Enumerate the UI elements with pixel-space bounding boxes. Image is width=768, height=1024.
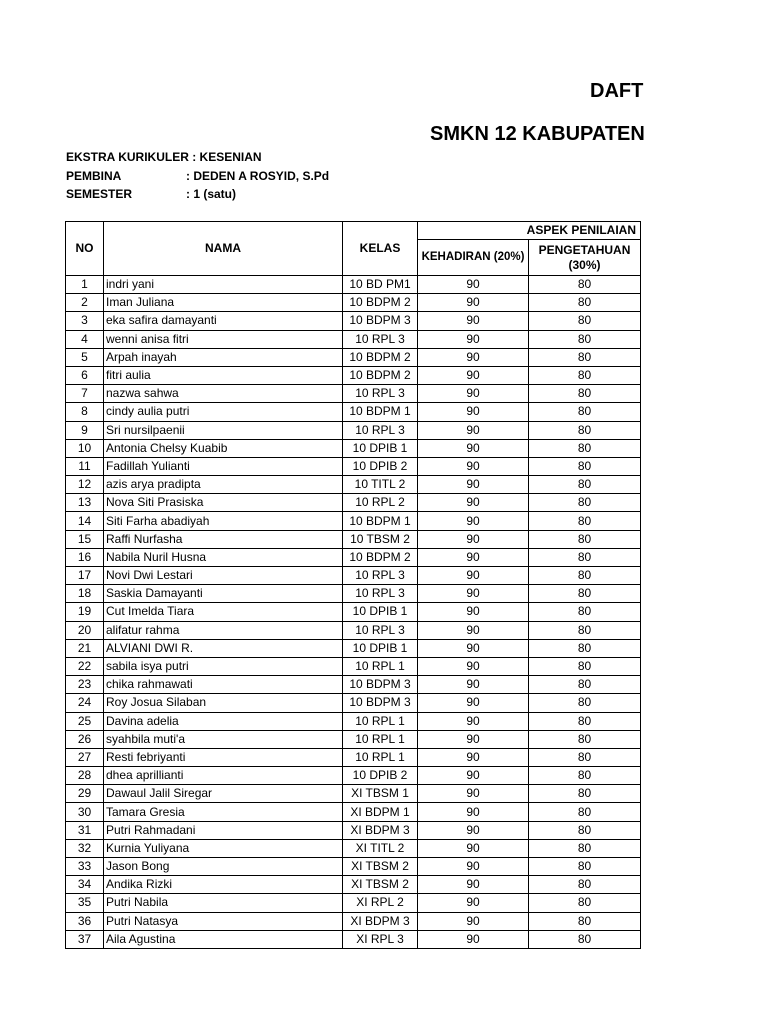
cell-nama: Sri nursilpaenii (104, 421, 343, 439)
table-row (66, 821, 641, 839)
cell-pengetahuan: 80 (529, 912, 641, 930)
meta-pembina-label: PEMBINA (66, 169, 122, 183)
cell-kelas: 10 RPL 1 (343, 657, 418, 675)
table-row (66, 548, 641, 566)
cell-kelas: 10 BDPM 1 (343, 512, 418, 530)
cell-kehadiran: 90 (418, 403, 529, 421)
cell-no: 11 (66, 457, 104, 475)
cell-kehadiran: 90 (418, 767, 529, 785)
cell-kelas: 10 DPIB 2 (343, 457, 418, 475)
cell-kehadiran: 90 (418, 858, 529, 876)
cell-nama: Resti febriyanti (104, 748, 343, 766)
cell-no: 15 (66, 530, 104, 548)
cell-pengetahuan: 80 (529, 694, 641, 712)
cell-kelas: 10 BDPM 2 (343, 366, 418, 384)
table-row (66, 767, 641, 785)
cell-kehadiran: 90 (418, 748, 529, 766)
cell-no: 7 (66, 385, 104, 403)
col-header-no: NO (66, 222, 104, 276)
cell-no: 1 (66, 276, 104, 294)
cell-nama: Putri Nabila (104, 894, 343, 912)
table-row (66, 712, 641, 730)
cell-kehadiran: 90 (418, 385, 529, 403)
table-row (66, 294, 641, 312)
cell-nama: chika rahmawati (104, 676, 343, 694)
table-row (66, 476, 641, 494)
cell-no: 9 (66, 421, 104, 439)
cell-no: 25 (66, 712, 104, 730)
cell-pengetahuan: 80 (529, 803, 641, 821)
cell-pengetahuan: 80 (529, 567, 641, 585)
cell-kehadiran: 90 (418, 476, 529, 494)
table-row (66, 912, 641, 930)
table-row (66, 748, 641, 766)
table-row (66, 657, 641, 675)
cell-kehadiran: 90 (418, 512, 529, 530)
cell-pengetahuan: 80 (529, 276, 641, 294)
cell-no: 34 (66, 876, 104, 894)
table-row (66, 621, 641, 639)
table-row (66, 876, 641, 894)
cell-pengetahuan: 80 (529, 385, 641, 403)
col-header-pengetahuan: PENGETAHUAN (30%) (529, 240, 641, 276)
cell-pengetahuan: 80 (529, 621, 641, 639)
table-body (66, 276, 641, 949)
cell-nama: Iman Juliana (104, 294, 343, 312)
cell-no: 10 (66, 439, 104, 457)
cell-no: 18 (66, 585, 104, 603)
cell-kehadiran: 90 (418, 839, 529, 857)
table-row (66, 366, 641, 384)
cell-pengetahuan: 80 (529, 603, 641, 621)
cell-no: 5 (66, 348, 104, 366)
cell-kehadiran: 90 (418, 676, 529, 694)
col-header-aspek-penilaian: ASPEK PENILAIAN (418, 222, 641, 240)
table-row (66, 457, 641, 475)
cell-kehadiran: 90 (418, 439, 529, 457)
cell-nama: Siti Farha abadiyah (104, 512, 343, 530)
cell-nama: Nabila Nuril Husna (104, 548, 343, 566)
table-row (66, 785, 641, 803)
cell-kelas: XI RPL 2 (343, 894, 418, 912)
cell-kehadiran: 90 (418, 348, 529, 366)
cell-kelas: 10 RPL 3 (343, 621, 418, 639)
cell-nama: azis arya pradipta (104, 476, 343, 494)
cell-pengetahuan: 80 (529, 839, 641, 857)
table-row (66, 421, 641, 439)
cell-nama: alifatur rahma (104, 621, 343, 639)
cell-no: 2 (66, 294, 104, 312)
student-score-table (65, 221, 641, 949)
cell-kelas: 10 RPL 3 (343, 567, 418, 585)
cell-pengetahuan: 80 (529, 639, 641, 657)
cell-no: 12 (66, 476, 104, 494)
cell-kelas: 10 RPL 3 (343, 330, 418, 348)
meta-semester-label: SEMESTER (66, 187, 133, 201)
cell-kelas: 10 BD PM1 (343, 276, 418, 294)
cell-kelas: XI TBSM 2 (343, 858, 418, 876)
table-row (66, 803, 641, 821)
cell-kehadiran: 90 (418, 494, 529, 512)
cell-pengetahuan: 80 (529, 858, 641, 876)
table-row (66, 730, 641, 748)
cell-nama: Kurnia Yuliyana (104, 839, 343, 857)
table-row (66, 512, 641, 530)
cell-kehadiran: 90 (418, 585, 529, 603)
cell-kelas: 10 RPL 3 (343, 385, 418, 403)
cell-nama: Fadillah Yulianti (104, 457, 343, 475)
cell-nama: Nova Siti Prasiska (104, 494, 343, 512)
cell-pengetahuan: 80 (529, 930, 641, 948)
cell-nama: Raffi Nurfasha (104, 530, 343, 548)
table-row (66, 403, 641, 421)
table-row (66, 639, 641, 657)
cell-pengetahuan: 80 (529, 767, 641, 785)
cell-pengetahuan: 80 (529, 494, 641, 512)
cell-kelas: 10 RPL 3 (343, 421, 418, 439)
cell-no: 4 (66, 330, 104, 348)
cell-kehadiran: 90 (418, 694, 529, 712)
cell-kehadiran: 90 (418, 639, 529, 657)
table-row (66, 676, 641, 694)
cell-kelas: 10 BDPM 1 (343, 403, 418, 421)
cell-kelas: XI BDPM 3 (343, 821, 418, 839)
col-header-kehadiran: KEHADIRAN (20%) (418, 240, 529, 276)
cell-kehadiran: 90 (418, 567, 529, 585)
cell-kehadiran: 90 (418, 312, 529, 330)
cell-pengetahuan: 80 (529, 548, 641, 566)
cell-kelas: 10 DPIB 1 (343, 439, 418, 457)
cell-nama: Arpah inayah (104, 348, 343, 366)
cell-pengetahuan: 80 (529, 512, 641, 530)
cell-kelas: 10 BDPM 2 (343, 548, 418, 566)
cell-nama: Antonia Chelsy Kuabib (104, 439, 343, 457)
table-row (66, 858, 641, 876)
cell-pengetahuan: 80 (529, 457, 641, 475)
cell-nama: Dawaul Jalil Siregar (104, 785, 343, 803)
meta-pembina-value: : DEDEN A ROSYID, S.Pd (186, 169, 330, 183)
cell-pengetahuan: 80 (529, 330, 641, 348)
cell-kehadiran: 90 (418, 366, 529, 384)
cell-kelas: 10 DPIB 1 (343, 639, 418, 657)
cell-pengetahuan: 80 (529, 403, 641, 421)
cell-no: 28 (66, 767, 104, 785)
cell-kelas: XI RPL 3 (343, 930, 418, 948)
cell-kelas: XI TBSM 1 (343, 785, 418, 803)
table-row (66, 603, 641, 621)
cell-nama: ALVIANI DWI R. (104, 639, 343, 657)
cell-kelas: 10 RPL 1 (343, 712, 418, 730)
table-row (66, 530, 641, 548)
cell-pengetahuan: 80 (529, 421, 641, 439)
cell-kehadiran: 90 (418, 621, 529, 639)
cell-kehadiran: 90 (418, 276, 529, 294)
cell-nama: Novi Dwi Lestari (104, 567, 343, 585)
cell-pengetahuan: 80 (529, 676, 641, 694)
cell-pengetahuan: 80 (529, 476, 641, 494)
table-row (66, 585, 641, 603)
cell-kehadiran: 90 (418, 821, 529, 839)
cell-kehadiran: 90 (418, 421, 529, 439)
cell-nama: cindy aulia putri (104, 403, 343, 421)
cell-no: 20 (66, 621, 104, 639)
cell-nama: nazwa sahwa (104, 385, 343, 403)
cell-kelas: XI BDPM 3 (343, 912, 418, 930)
cell-nama: syahbila muti'a (104, 730, 343, 748)
cell-nama: Aila Agustina (104, 930, 343, 948)
table-row (66, 276, 641, 294)
cell-no: 27 (66, 748, 104, 766)
cell-kehadiran: 90 (418, 894, 529, 912)
cell-kelas: 10 TBSM 2 (343, 530, 418, 548)
cell-no: 32 (66, 839, 104, 857)
table-row (66, 385, 641, 403)
cell-nama: Cut Imelda Tiara (104, 603, 343, 621)
cell-nama: Tamara Gresia (104, 803, 343, 821)
cell-nama: Jason Bong (104, 858, 343, 876)
cell-no: 19 (66, 603, 104, 621)
table-row (66, 894, 641, 912)
cell-kehadiran: 90 (418, 803, 529, 821)
cell-no: 17 (66, 567, 104, 585)
cell-kehadiran: 90 (418, 294, 529, 312)
cell-pengetahuan: 80 (529, 712, 641, 730)
document-title-line1: DAFT (590, 80, 644, 102)
cell-pengetahuan: 80 (529, 348, 641, 366)
cell-pengetahuan: 80 (529, 785, 641, 803)
cell-kehadiran: 90 (418, 730, 529, 748)
col-header-nama: NAMA (104, 222, 343, 276)
cell-kehadiran: 90 (418, 457, 529, 475)
table-row (66, 348, 641, 366)
cell-kelas: 10 RPL 1 (343, 730, 418, 748)
cell-nama: Putri Rahmadani (104, 821, 343, 839)
cell-no: 6 (66, 366, 104, 384)
cell-nama: dhea aprillianti (104, 767, 343, 785)
cell-pengetahuan: 80 (529, 821, 641, 839)
cell-no: 16 (66, 548, 104, 566)
cell-nama: Davina adelia (104, 712, 343, 730)
cell-no: 21 (66, 639, 104, 657)
cell-kehadiran: 90 (418, 785, 529, 803)
meta-semester-value: : 1 (satu) (186, 187, 237, 201)
cell-kehadiran: 90 (418, 530, 529, 548)
cell-pengetahuan: 80 (529, 748, 641, 766)
cell-pengetahuan: 80 (529, 366, 641, 384)
cell-nama: fitri aulia (104, 366, 343, 384)
cell-no: 3 (66, 312, 104, 330)
cell-no: 31 (66, 821, 104, 839)
cell-no: 23 (66, 676, 104, 694)
cell-nama: Andika Rizki (104, 876, 343, 894)
cell-no: 14 (66, 512, 104, 530)
cell-no: 35 (66, 894, 104, 912)
cell-pengetahuan: 80 (529, 657, 641, 675)
meta-ekskul: EKSTRA KURIKULER : KESENIAN (66, 150, 262, 164)
cell-kehadiran: 90 (418, 330, 529, 348)
cell-no: 33 (66, 858, 104, 876)
table-row (66, 494, 641, 512)
cell-nama: Saskia Damayanti (104, 585, 343, 603)
cell-kelas: XI BDPM 1 (343, 803, 418, 821)
table-row (66, 567, 641, 585)
cell-kelas: 10 BDPM 3 (343, 312, 418, 330)
table-row (66, 930, 641, 948)
cell-no: 36 (66, 912, 104, 930)
col-header-kelas: KELAS (343, 222, 418, 276)
cell-kelas: XI TITL 2 (343, 839, 418, 857)
cell-pengetahuan: 80 (529, 312, 641, 330)
table-row (66, 330, 641, 348)
cell-kehadiran: 90 (418, 603, 529, 621)
cell-kelas: 10 BDPM 3 (343, 676, 418, 694)
cell-kehadiran: 90 (418, 876, 529, 894)
cell-nama: eka safira damayanti (104, 312, 343, 330)
cell-kelas: 10 RPL 2 (343, 494, 418, 512)
cell-pengetahuan: 80 (529, 439, 641, 457)
cell-kelas: 10 BDPM 2 (343, 294, 418, 312)
cell-kelas: 10 DPIB 2 (343, 767, 418, 785)
table-row (66, 694, 641, 712)
cell-no: 24 (66, 694, 104, 712)
cell-nama: indri yani (104, 276, 343, 294)
cell-kelas: 10 TITL 2 (343, 476, 418, 494)
cell-nama: sabila isya putri (104, 657, 343, 675)
cell-kehadiran: 90 (418, 657, 529, 675)
document-title-line2: SMKN 12 KABUPATEN (430, 123, 645, 145)
cell-kehadiran: 90 (418, 930, 529, 948)
cell-no: 30 (66, 803, 104, 821)
cell-kelas: 10 BDPM 3 (343, 694, 418, 712)
cell-kehadiran: 90 (418, 912, 529, 930)
table-row (66, 839, 641, 857)
cell-no: 29 (66, 785, 104, 803)
cell-pengetahuan: 80 (529, 730, 641, 748)
cell-pengetahuan: 80 (529, 530, 641, 548)
cell-kehadiran: 90 (418, 548, 529, 566)
cell-no: 22 (66, 657, 104, 675)
cell-pengetahuan: 80 (529, 294, 641, 312)
cell-kelas: 10 DPIB 1 (343, 603, 418, 621)
table-row (66, 312, 641, 330)
cell-nama: Putri Natasya (104, 912, 343, 930)
cell-kelas: 10 RPL 3 (343, 585, 418, 603)
cell-pengetahuan: 80 (529, 894, 641, 912)
meta-pembina (66, 169, 329, 183)
cell-no: 26 (66, 730, 104, 748)
cell-no: 8 (66, 403, 104, 421)
cell-pengetahuan: 80 (529, 585, 641, 603)
cell-kelas: 10 BDPM 2 (343, 348, 418, 366)
table-row (66, 439, 641, 457)
cell-kehadiran: 90 (418, 712, 529, 730)
meta-semester (66, 187, 236, 201)
cell-kelas: 10 RPL 1 (343, 748, 418, 766)
cell-nama: wenni anisa fitri (104, 330, 343, 348)
cell-kelas: XI TBSM 2 (343, 876, 418, 894)
cell-pengetahuan: 80 (529, 876, 641, 894)
cell-no: 37 (66, 930, 104, 948)
cell-no: 13 (66, 494, 104, 512)
cell-nama: Roy Josua Silaban (104, 694, 343, 712)
